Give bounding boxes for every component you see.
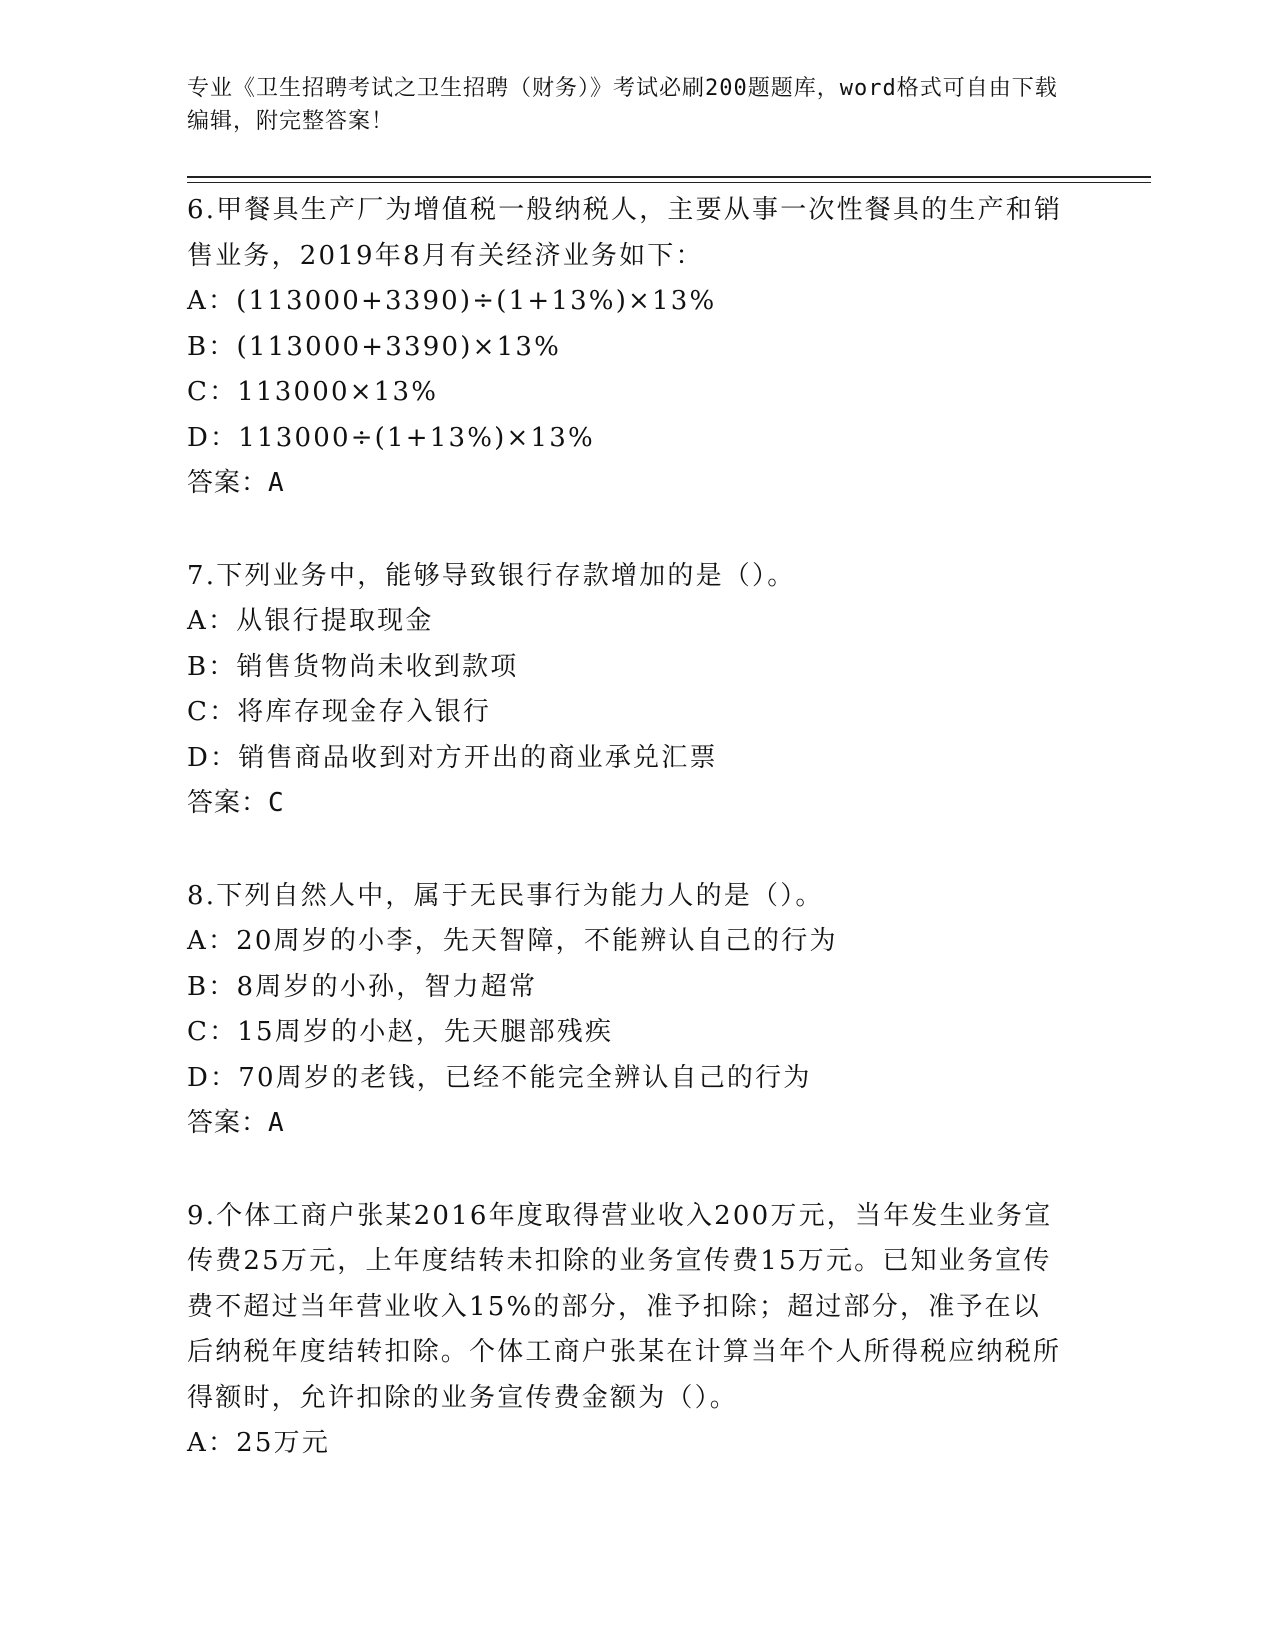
question-list	[187, 188, 1087, 1514]
question-7	[187, 554, 1087, 827]
option-d: D：113000÷(1+13%)×13%	[187, 422, 595, 453]
option-c: C：15周岁的小赵，先天腿部残疾	[187, 1017, 614, 1047]
answer-line: 答案：A	[187, 468, 285, 498]
option-a: A：从银行提取现金	[187, 606, 434, 636]
question-6	[187, 188, 1087, 507]
header-rule-thick	[187, 176, 1151, 178]
option-a: A：25万元	[187, 1428, 331, 1458]
option-a: A：(113000+3390)÷(1+13%)×13%	[187, 286, 717, 316]
question-stem: 6.甲餐具生产厂为增值税一般纳税人，主要从事一次性餐具的生产和销售业务，2019年8月有关经济业务如下：	[187, 195, 1063, 271]
question-stem: 8.下列自然人中，属于无民事行为能力人的是（）。	[187, 880, 824, 911]
question-stem: 7.下列业务中，能够导致银行存款增加的是（）。	[187, 560, 796, 591]
option-b: B：8周岁的小孙，智力超常	[187, 971, 538, 1002]
question-9	[187, 1194, 1087, 1467]
question-8	[187, 874, 1087, 1147]
option-b: B：(113000+3390)×13%	[187, 331, 561, 362]
option-c: C：113000×13%	[187, 377, 439, 407]
answer-line: 答案：A	[187, 1108, 285, 1138]
document-header: 专业《卫生招聘考试之卫生招聘（财务）》考试必刷200题题库，word格式可自由下载编辑，附完整答案！	[187, 76, 1058, 134]
option-d: D：销售商品收到对方开出的商业承兑汇票	[187, 742, 718, 773]
option-d: D：70周岁的老钱，已经不能完全辨认自己的行为	[187, 1062, 812, 1093]
header-rule-thin	[187, 182, 1151, 183]
question-stem: 9.个体工商户张某2016年度取得营业收入200万元，当年发生业务宣传费25万元，上年度结转未扣除的业务宣传费15万元。已知业务宣传费不超过当年营业收入15%的部分，准予扣除；超过部分，准予在以后纳税年度结转扣除。个体工商户张某在计算当年个人所得税应纳税所得额时，允许扣除的业务宣传费金额为（）。	[187, 1200, 1062, 1413]
option-a: A：20周岁的小李，先天智障，不能辨认自己的行为	[187, 926, 838, 956]
option-c: C：将库存现金存入银行	[187, 697, 492, 727]
option-b: B：销售货物尚未收到款项	[187, 651, 519, 682]
answer-line: 答案：C	[187, 788, 285, 818]
